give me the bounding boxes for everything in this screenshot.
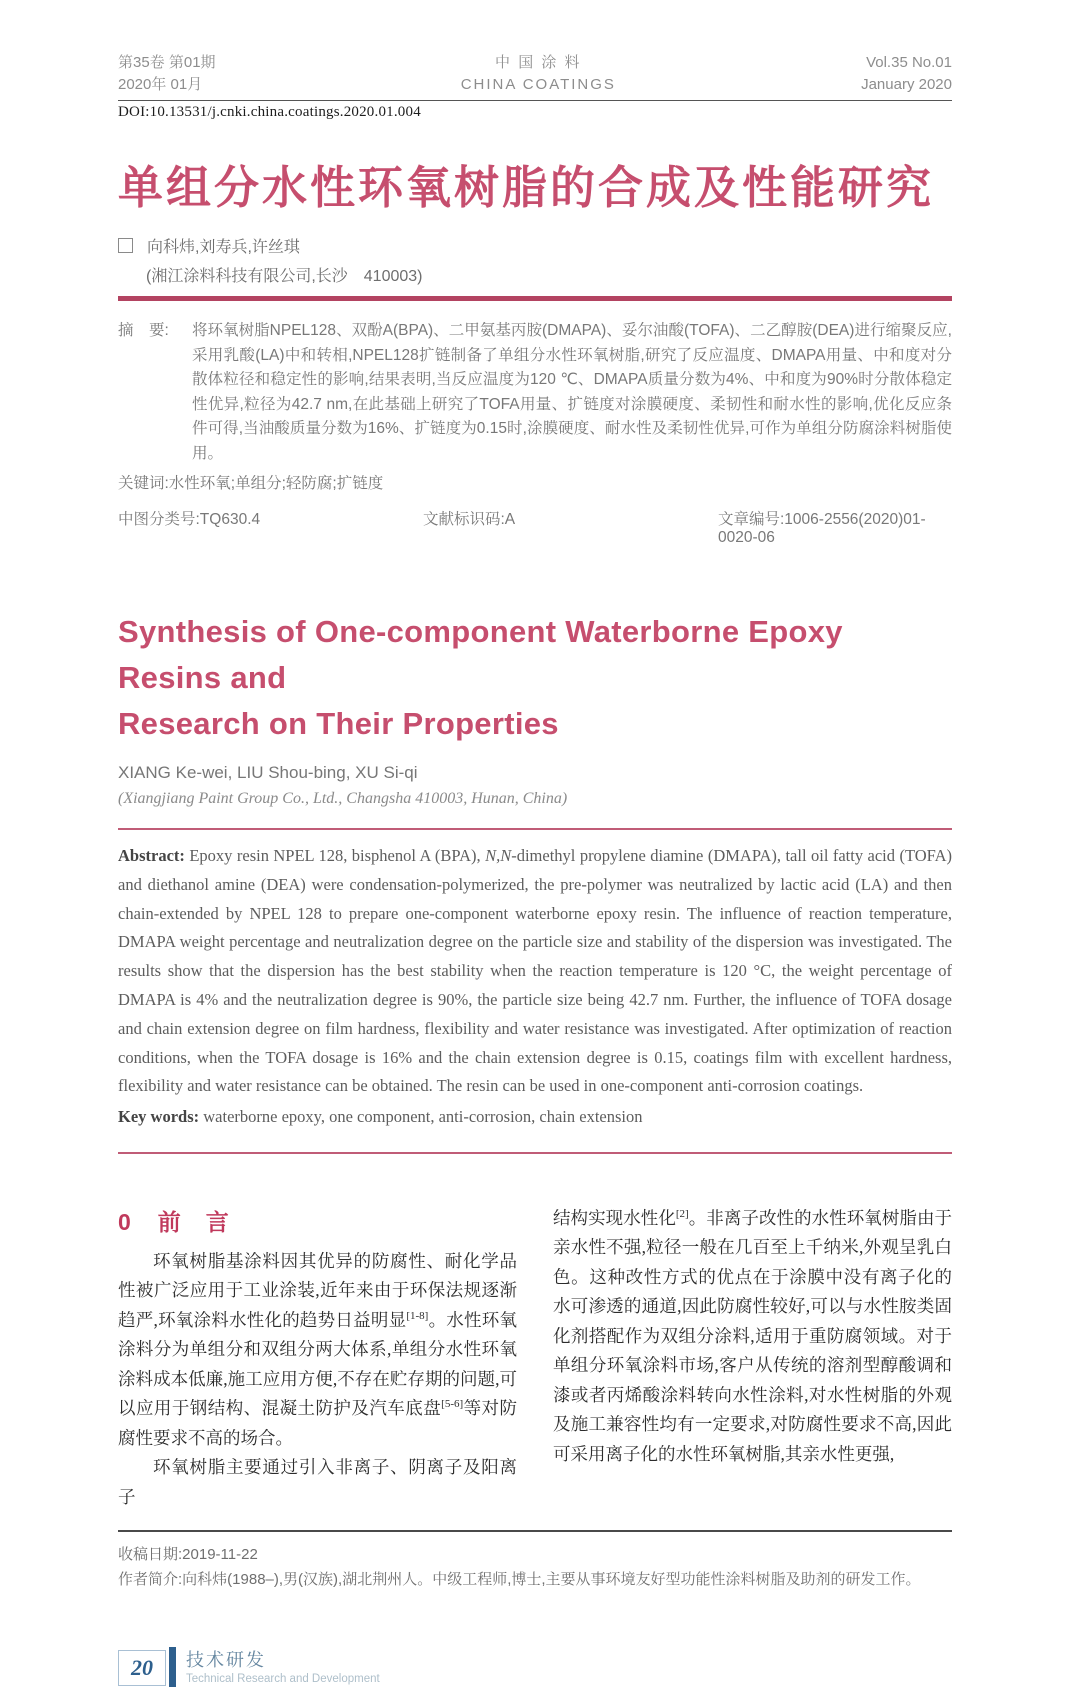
abstract-en-block <box>118 842 952 1101</box>
p2cont-seg1: 结构实现水性化 <box>553 1207 676 1228</box>
article-title-en-line1: Synthesis of One-component Waterborne Epoxy Resins and <box>118 614 843 695</box>
page-number-box <box>118 1650 166 1686</box>
article-title-en <box>118 609 952 747</box>
p2cont-seg2: 。非离子改性的水性环氧树脂由于亲水性不强,粒径一般在几百至上千纳米,外观呈乳白色。这种改性方式的优点在于涂膜中没有离子化的水可渗透的通道,因此防腐性较好,可以与水性胺类固化剂搭配作为双组分涂料,适用于重防腐领域。对于单组分环氧涂料市场,客户从传统的溶剂型醇酸调和漆或者丙烯酸涂料转向水性涂料,对水性树脂的外观及施工兼容性均有一定要求,对防腐性要求不高,因此可采用离子化的水性环氧树脂,其亲水性更强, <box>553 1207 953 1464</box>
affiliation-cn: (湘江涂料科技有限公司,长沙 410003) <box>146 268 423 285</box>
header-issue-cn <box>118 52 216 96</box>
abstract-cn-label: 摘 要: <box>118 322 169 339</box>
author-bio: 作者简介:向科炜(1988–),男(汉族),湖北荆州人。中级工程师,博士,主要从事环境友好型功能性涂料树脂及助剂的研发工作。 <box>118 1570 921 1588</box>
abstract-cn-block <box>118 319 952 466</box>
footnote-block <box>118 1542 952 1592</box>
body-column-right <box>553 1204 952 1513</box>
authors-cn: 向科炜,刘寿兵,许丝琪 <box>147 239 300 256</box>
header-date-en: January 2020 <box>861 76 952 93</box>
doi-line: DOI:10.13531/j.cnki.china.coatings.2020.01.004 <box>118 104 421 120</box>
article-title-cn: 单组分水性环氧树脂的合成及性能研究 <box>118 162 935 213</box>
title-divider-rule <box>118 296 952 301</box>
footer-column-en: Technical Research and Development <box>186 1672 380 1685</box>
authors-en: XIANG Ke-wei, LIU Shou-bing, XU Si-qi <box>118 763 418 782</box>
journal-name-cn: 中 国 涂 料 <box>495 54 582 71</box>
journal-header <box>118 52 952 101</box>
article-title-en-line2: Research on Their Properties <box>118 706 559 741</box>
footer-column-label <box>186 1650 380 1685</box>
p2-seg1: 环氧树脂主要通过引入非离子、阴离子及阳离子 <box>118 1457 517 1507</box>
author-marker-square-icon <box>118 238 133 253</box>
authors-cn-row <box>118 234 952 257</box>
keywords-en-label: Key words: <box>118 1107 200 1127</box>
body-column-left <box>118 1204 517 1513</box>
affiliation-en: (Xiangjiang Paint Group Co., Ltd., Changsha 410003, Hunan, China) <box>118 790 568 807</box>
footnote-rule <box>118 1530 952 1532</box>
clc-number: 中图分类号:TQ630.4 <box>118 511 261 528</box>
p1-seg3: 等对防腐性要求不高的场合。 <box>118 1398 518 1448</box>
keywords-en: waterborne epoxy, one component, anti-corrosion, chain extension <box>199 1107 643 1127</box>
body-columns <box>118 1204 952 1513</box>
body-paragraph-2-continued <box>553 1204 952 1470</box>
section-number: 0 <box>118 1208 132 1235</box>
section-title: 前 言 <box>157 1208 230 1235</box>
section-heading <box>118 1204 517 1237</box>
header-volume-en: Vol.35 No.01 <box>866 54 952 71</box>
classification-row <box>118 507 952 547</box>
header-issue-en <box>861 52 952 96</box>
abstract-en-italic: N,N <box>485 846 512 865</box>
footer-bar-icon <box>169 1647 176 1687</box>
keywords-en-row <box>118 1103 952 1132</box>
footer-column-cn: 技术研发 <box>186 1649 266 1670</box>
body-paragraph-2 <box>118 1453 517 1512</box>
document-code: 文献标识码:A <box>423 511 516 528</box>
citation-ref-5-6: [5-6] <box>441 1398 464 1411</box>
journal-name <box>461 52 616 96</box>
abstract-en-bottom-rule <box>118 1152 952 1154</box>
abstract-en-seg1: Epoxy resin NPEL 128, bisphenol A (BPA), <box>184 846 486 865</box>
header-volume-cn: 第35卷 第01期 <box>118 54 216 71</box>
keywords-cn: 关键词:水性环氧;单组分;轻防腐;扩链度 <box>118 475 384 492</box>
page-number: 20 <box>131 1654 153 1680</box>
abstract-en-top-rule <box>118 828 952 830</box>
header-date-cn: 2020年 01月 <box>118 76 203 93</box>
abstract-en-label: Abstract: <box>118 846 185 865</box>
article-id: 文章编号:1006-2556(2020)01-0020-06 <box>718 511 926 546</box>
received-date: 收稿日期:2019-11-22 <box>118 1545 258 1563</box>
abstract-cn-text: 将环氧树脂NPEL128、双酚A(BPA)、二甲氨基丙胺(DMAPA)、妥尔油酸(TOFA)、二乙醇胺(DEA)进行缩聚反应,采用乳酸(LA)中和转相,NPEL128扩链制备了单组分水性环氧树脂,研究了反应温度、DMAPA用量、中和度对分散体粒径和稳定性的影响,结果表明,当反应温度为120 ℃、DMAPA质量分数为4%、中和度为90%时分散体稳定性优异,粒径为42.7 nm,在此基础上研究了TOFA用量、扩链度对涂膜硬度、柔韧性和耐水性的影响,优化反应条件可得,当油酸质量分数为16%、扩链度为0.15时,涂膜硬度、耐水性及柔韧性优异,可作为单组分防腐涂料树脂使用。 <box>192 322 952 462</box>
citation-ref-1-8: [1-8] <box>406 1310 429 1323</box>
p1-seg2: 。水性环氧涂料分为单组分和双组分两大体系,单组分水性环氧涂料成本低廉,施工应用方便,不存在贮存期的问题,可以应用于钢结构、混凝土防护及汽车底盘 <box>118 1309 518 1419</box>
body-paragraph-1 <box>118 1247 517 1454</box>
citation-ref-2: [2] <box>675 1208 689 1221</box>
abstract-en-seg2: -dimethyl propylene diamine (DMAPA), tall oil fatty acid (TOFA) and diethanol amine (DEA) were condensation-polymerized, the pre-polymer was neutralized by lactic acid (LA) and then chain-extended by NPEL 128 to prepare one-component waterborne epoxy resin. The influence of reaction temperature, DMAPA weight percentage and neutralization degree on the particle size and stability of the dispersion was investigated. The results show that the dispersion has the best stability when the reaction temperature is 120 °C, the weight percentage of DMAPA is 4% and the neutralization degree is 90%, the particle size being 42.7 nm. Further, the influence of TOFA dosage and chain extension degree on film hardness, flexibility and water resistance was investigated. After optimization of reaction conditions, when the TOFA dosage is 16% and the chain extension degree is 0.15, coatings film with excellent hardness, flexibility and water resistance can be obtained. The resin can be used in one-component anti-corrosion coatings. <box>118 846 952 1096</box>
p1-seg1: 环氧树脂基涂料因其优异的防腐性、耐化学品性被广泛应用于工业涂装,近年来由于环保法规逐渐趋严,环氧涂料水性化的趋势日益明显 <box>118 1250 517 1330</box>
journal-name-en: CHINA COATINGS <box>460 76 616 93</box>
page-footer <box>118 1650 952 1687</box>
